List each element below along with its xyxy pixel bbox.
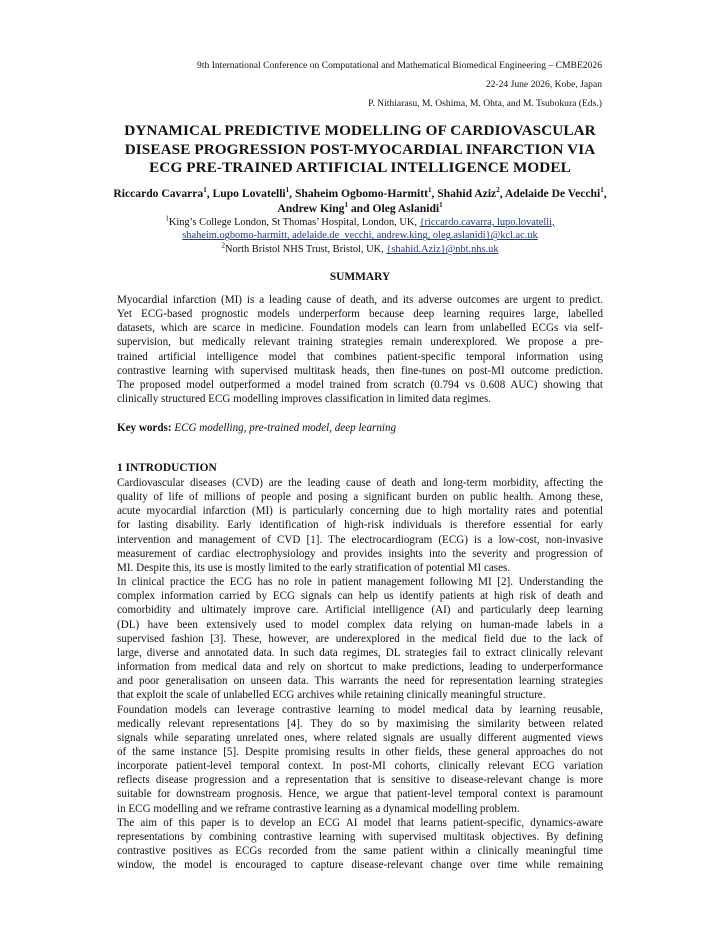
author: Oleg Aslanidi$^1$ — [372, 201, 443, 215]
text-line: contrastive learning with supervised multitask heads, then fine-tunes on post-MI outcome prediction. — [117, 364, 603, 377]
author: Riccardo Cavarra$^1$ — [113, 186, 207, 200]
author: Shahid Aziz$^2$ — [437, 186, 500, 200]
text-line: suitable for downstream prognosis. Hence, we argue that patient-level temporal context is paramount — [117, 788, 603, 801]
text-line: Cardiovascular diseases (CVD) are the leading cause of death and long-term morbidity, affecting the — [117, 477, 603, 489]
text-line: MI. Despite this, its use is mostly limited to the early stratification of potential MI cases. — [117, 561, 511, 574]
conference-dates: 22-24 June 2026, Kobe, Japan — [485, 79, 602, 90]
section-heading-introduction: 1 INTRODUCTION — [117, 462, 217, 474]
text-line: measurement of cardiac electrophysiology and provides insights into the severity and progression of — [117, 547, 603, 560]
conference-editors: P. Nithiarasu, M. Oshima, M. Ohta, and M. Tsubokura (Eds.) — [368, 98, 602, 109]
conference-header — [197, 56, 602, 113]
text-line: Yet ECG-based prognostic models underperform because deep learning requires large, labelled — [117, 308, 603, 321]
email-link[interactable]: {riccardo.cavarra, lupo.lovatelli, — [419, 217, 555, 228]
text-line: intervention and management of CVD [1]. The electrocardiogram (ECG) is a low-cost, non-invasive — [117, 533, 603, 546]
author: Andrew King$^1$ — [277, 201, 348, 215]
author: Lupo Lovatelli$^1$ — [212, 186, 290, 200]
conference-name: 9th International Conference on Computational and Mathematical Biomedical Engineering – CMBE2026 — [197, 60, 602, 71]
text-line: supervision, but medically relevant training strategies remain underexplored. We propose a pre- — [117, 336, 603, 349]
email-link[interactable]: {shahid.Aziz}@nbt.nhs.uk — [386, 244, 499, 255]
abstract-paragraph — [117, 293, 603, 406]
text-line: representations by combining contrastive learning with supervised multitask objectives. By defining — [117, 830, 603, 843]
text-line: complex information carried by ECG signals can help us identify patients at high risk of death and — [117, 590, 603, 603]
text-line: (DL) have been extensively used to model complex data relying on human-made labels in a — [117, 618, 603, 631]
title-line: ECG PRE-TRAINED ARTIFICIAL INTELLIGENCE MODEL — [149, 159, 571, 176]
text-line: The proposed model outperformed a model trained from scratch (0.794 vs 0.608 AUC) showing that — [117, 378, 603, 391]
text-line: clinically structured ECG modelling improves classification in limited data regimes. — [117, 393, 492, 406]
text-line: The aim of this paper is to develop an ECG AI model that learns patient-specific, dynamics-aware — [117, 816, 603, 829]
keywords-label: Key words: — [117, 422, 172, 434]
text-line: for lasting disability. Early identification of high-risk individuals is therefore essential for early — [117, 519, 603, 532]
text-line: window, the model is encouraged to capture disease-relevant change over time while remaining — [117, 859, 603, 872]
text-line: and poor generalisation on unseen data. This warrants the need for representation learning strategies — [117, 675, 603, 688]
title-line: DYNAMICAL PREDICTIVE MODELLING OF CARDIOVASCULAR — [124, 122, 596, 139]
text-line: acute myocardial infarction (MI) is particularly concerning due to high mortality rates and potential — [117, 505, 603, 518]
affiliation-1: $^1$King’s College London, St Thomas’ Hospital, London, UK, {riccardo.cavarra, lupo.lovatelli, shaheim.ogbomo-harmitt, adelaide.de_vecchi, andrew.king, oleg.aslanidi}@kcl.ac.uk — [165, 214, 555, 242]
text-line: trained artificial intelligence model that combines patient-specific temporal information using — [117, 350, 603, 363]
text-line: supervised fashion [3]. These, however, are underexplored in the medical field due to the lack of — [117, 632, 603, 645]
introduction-body — [117, 476, 603, 872]
text-line: In clinical practice the ECG has no role in patient management following MI [2]. Understanding the — [117, 576, 603, 589]
email-link[interactable]: shaheim.ogbomo-harmitt, adelaide.de_vecchi, andrew.king, oleg.aslanidi}@kcl.ac.uk — [182, 230, 538, 242]
text-line: medically relevant representations [4]. They do so by maximising the similarity between related — [117, 717, 603, 730]
text-line: Foundation models can leverage contrastive learning to model medical data by learning reusable, — [117, 703, 603, 716]
keywords-text: ECG modelling, pre-trained model, deep learning — [174, 422, 397, 434]
author: Adelaide De Vecchi$^1$ — [504, 186, 604, 200]
text-line: reflects disease progression and a representation that is sensitive to disease-relevant change is more — [117, 774, 603, 787]
affiliation-2: $^2$North Bristol NHS Trust, Bristol, UK, {shahid.Aziz}@nbt.nhs.uk — [221, 241, 499, 255]
text-line: signals while separating unrelated ones, where related signals are usually different augmented views — [117, 731, 603, 744]
author: Shaheim Ogbomo-Harmitt$^1$ — [294, 186, 432, 200]
text-line: contrastive positives as ECGs recorded from the same patient within a clinically meaningful time — [117, 845, 603, 858]
keywords — [117, 422, 603, 434]
text-line: comorbidity and ultimately improve care. Artificial intelligence (AI) and particularly deep learning — [117, 604, 603, 617]
summary-heading: SUMMARY — [329, 271, 391, 283]
paper-title — [80, 122, 640, 178]
text-line: in ECG modelling and we reframe contrastive learning as a dynamical modelling problem. — [117, 802, 520, 815]
text-line: incorporate patient-level temporal context. In post-MI cohorts, clinically relevant ECG variation — [117, 760, 603, 773]
text-line: datasets, which are scarce in medicine. Foundation models can learn from unlabelled ECGs via self- — [117, 322, 603, 335]
author-list: Riccardo Cavarra$^1$, Lupo Lovatelli$^1$, Shaheim Ogbomo-Harmitt$^1$, Shahid Aziz$^2$, Adelaide De Vecchi$^1$, Andrew King$^1$ and Oleg Aslanidi$^1$ — [113, 186, 607, 215]
title-line: DISEASE PROGRESSION POST-MYOCARDIAL INFARCTION VIA — [124, 140, 596, 158]
text-line: quality of life of millions of people and posing a significant burden on public health. Among these, — [117, 491, 603, 504]
text-line: of the same instance [5]. Despite promising results in other fields, these general approaches do not — [117, 745, 603, 758]
text-line: Myocardial infarction (MI) is a leading cause of death, and its adverse outcomes are urgent to predict. — [117, 294, 603, 306]
text-line: information from medical data and rely on shortcut to make predictions, leading to underperformance — [117, 661, 603, 674]
text-line: that exploit the scale of unlabelled ECG archives while retaining clinically meaningful structure. — [117, 689, 546, 702]
text-line: large, diverse and annotated data. In such data regimes, DL strategies fail to extract clinically relevant — [117, 646, 603, 659]
